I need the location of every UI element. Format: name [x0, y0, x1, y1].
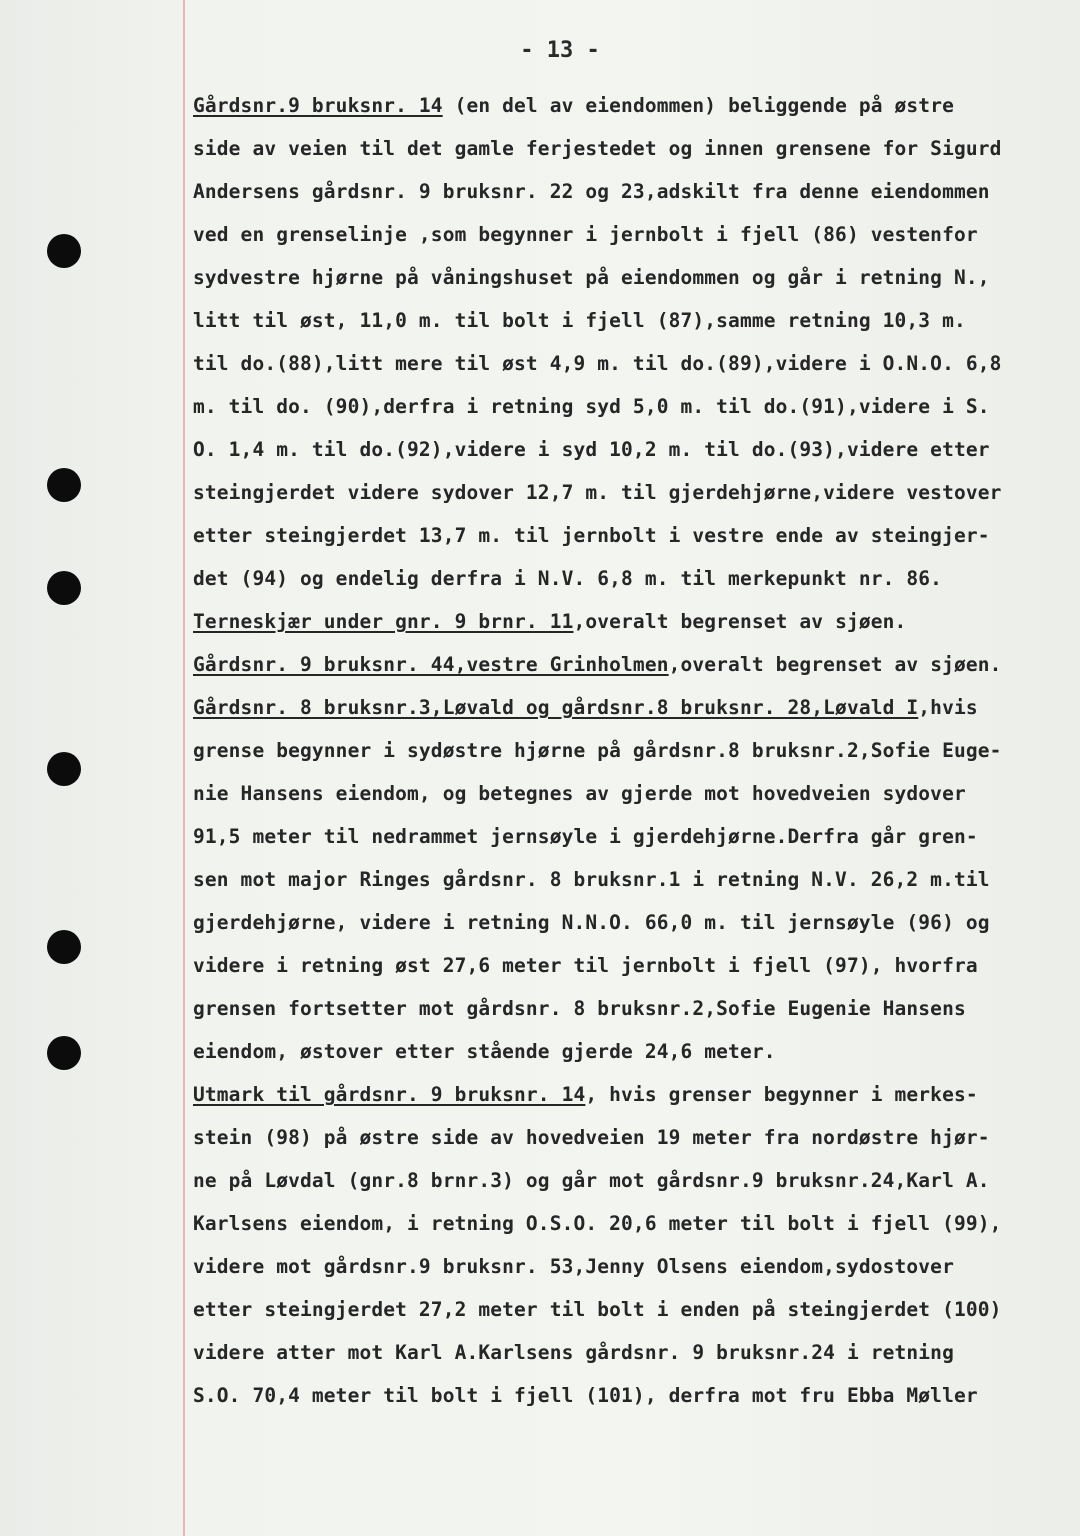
text-line: [193, 772, 1063, 815]
text-line: [193, 600, 1063, 643]
text-line: [193, 987, 1063, 1030]
line-text: sen mot major Ringes gårdsnr. 8 bruksnr.1 i retning N.V. 26,2 m.til: [193, 868, 990, 891]
text-line: [193, 1159, 1063, 1202]
punch-hole: [47, 234, 81, 268]
text-line: [193, 1288, 1063, 1331]
line-text: det (94) og endelig derfra i N.V. 6,8 m. til merkepunkt nr. 86.: [193, 567, 943, 590]
text-line: [193, 256, 1063, 299]
line-text: gjerdehjørne, videre i retning N.N.O. 66,0 m. til jernsøyle (96) og: [193, 911, 990, 934]
text-line: [193, 1030, 1063, 1073]
text-line: [193, 127, 1063, 170]
punch-hole: [47, 1036, 81, 1070]
text-line: [193, 901, 1063, 944]
line-text: (en del av eiendommen) beliggende på østre: [442, 94, 954, 117]
text-line: [193, 1116, 1063, 1159]
text-line: [193, 299, 1063, 342]
line-text: litt til øst, 11,0 m. til bolt i fjell (87),samme retning 10,3 m.: [193, 309, 966, 332]
punch-hole: [47, 468, 81, 502]
text-line: [193, 686, 1063, 729]
text-line: [193, 1202, 1063, 1245]
line-text: side av veien til det gamle ferjestedet og innen grensene for Sigurd: [193, 137, 1002, 160]
line-text: steingjerdet videre sydover 12,7 m. til gjerdehjørne,videre vestover: [193, 481, 1002, 504]
text-line: [193, 342, 1063, 385]
line-text: eiendom, østover etter stående gjerde 24,6 meter.: [193, 1040, 776, 1063]
line-text: ,overalt begrenset av sjøen.: [573, 610, 907, 633]
text-line: [193, 1073, 1063, 1116]
text-line: [193, 815, 1063, 858]
text-line: [193, 944, 1063, 987]
text-line: [193, 471, 1063, 514]
line-text: ,hvis: [918, 696, 978, 719]
underlined-heading: Gårdsnr.9 bruksnr. 14: [193, 94, 443, 117]
text-line: [193, 729, 1063, 772]
line-text: S.O. 70,4 meter til bolt i fjell (101), derfra mot fru Ebba Møller: [193, 1384, 978, 1407]
punch-hole: [47, 930, 81, 964]
line-text: videre mot gårdsnr.9 bruksnr. 53,Jenny Olsens eiendom,sydostover: [193, 1255, 954, 1278]
line-text: O. 1,4 m. til do.(92),videre i syd 10,2 m. til do.(93),videre etter: [193, 438, 990, 461]
line-text: 91,5 meter til nedrammet jernsøyle i gjerdehjørne.Derfra går gren-: [193, 825, 978, 848]
line-text: grense begynner i sydøstre hjørne på gårdsnr.8 bruksnr.2,Sofie Euge-: [193, 739, 1002, 762]
punch-hole: [47, 571, 81, 605]
line-text: videre atter mot Karl A.Karlsens gårdsnr. 9 bruksnr.24 i retning: [193, 1341, 954, 1364]
text-line: [193, 1374, 1063, 1417]
line-text: Andersens gårdsnr. 9 bruksnr. 22 og 23,adskilt fra denne eiendommen: [193, 180, 990, 203]
line-text: til do.(88),litt mere til øst 4,9 m. til do.(89),videre i O.N.O. 6,8: [193, 352, 1002, 375]
underlined-heading: Gårdsnr. 9 bruksnr. 44,vestre Grinholmen: [193, 653, 669, 676]
text-line: [193, 84, 1063, 127]
underlined-heading: Utmark til gårdsnr. 9 bruksnr. 14: [193, 1083, 586, 1106]
text-line: [193, 557, 1063, 600]
line-text: stein (98) på østre side av hovedveien 19 meter fra nordøstre hjør-: [193, 1126, 990, 1149]
line-text: ved en grenselinje ,som begynner i jernbolt i fjell (86) vestenfor: [193, 223, 978, 246]
text-line: [193, 1331, 1063, 1374]
punch-hole: [47, 752, 81, 786]
underlined-heading: Gårdsnr. 8 bruksnr.3,Løvald og gårdsnr.8 bruksnr. 28,Løvald I: [193, 696, 919, 719]
text-line: [193, 1245, 1063, 1288]
document-body: [193, 84, 1063, 1417]
line-text: grensen fortsetter mot gårdsnr. 8 bruksnr.2,Sofie Eugenie Hansens: [193, 997, 966, 1020]
text-line: [193, 858, 1063, 901]
text-line: [193, 643, 1063, 686]
margin-rule: [183, 0, 185, 1536]
line-text: etter steingjerdet 13,7 m. til jernbolt i vestre ende av steingjer-: [193, 524, 990, 547]
line-text: etter steingjerdet 27,2 meter til bolt i enden på steingjerdet (100): [193, 1298, 1002, 1321]
line-text: , hvis grenser begynner i merkes-: [585, 1083, 978, 1106]
text-line: [193, 213, 1063, 256]
text-line: [193, 385, 1063, 428]
line-text: nie Hansens eiendom, og betegnes av gjerde mot hovedveien sydover: [193, 782, 966, 805]
line-text: ,overalt begrenset av sjøen.: [668, 653, 1002, 676]
line-text: videre i retning øst 27,6 meter til jernbolt i fjell (97), hvorfra: [193, 954, 978, 977]
page-number: - 13 -: [520, 38, 600, 63]
text-line: [193, 514, 1063, 557]
line-text: m. til do. (90),derfra i retning syd 5,0 m. til do.(91),videre i S.: [193, 395, 990, 418]
text-line: [193, 428, 1063, 471]
text-line: [193, 170, 1063, 213]
line-text: Karlsens eiendom, i retning O.S.O. 20,6 meter til bolt i fjell (99),: [193, 1212, 1002, 1235]
line-text: ne på Løvdal (gnr.8 brnr.3) og går mot gårdsnr.9 bruksnr.24,Karl A.: [193, 1169, 990, 1192]
underlined-heading: Terneskjær under gnr. 9 brnr. 11: [193, 610, 574, 633]
line-text: sydvestre hjørne på våningshuset på eiendommen og går i retning N.,: [193, 266, 990, 289]
